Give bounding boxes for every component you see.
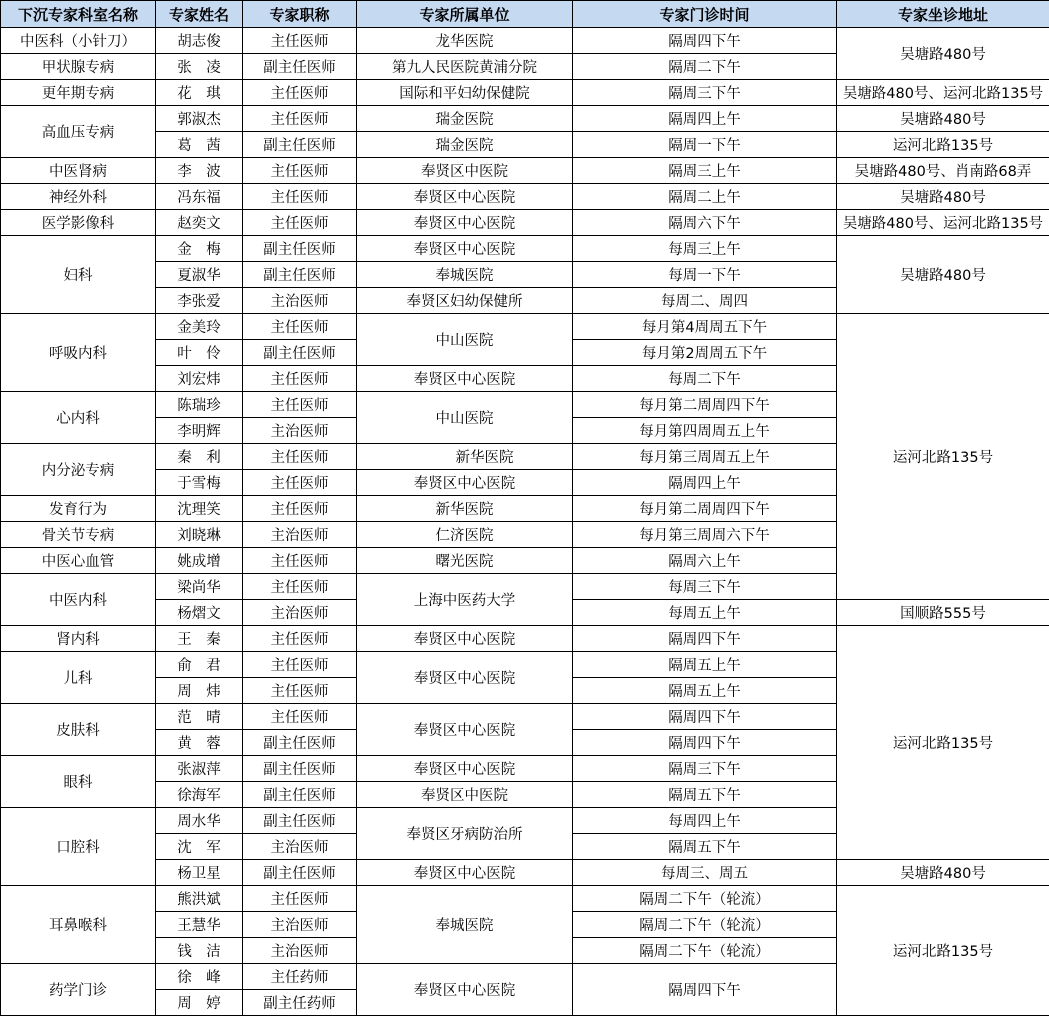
name-cell: 张淑萍 — [156, 756, 243, 782]
title-cell: 主任医师 — [243, 314, 357, 340]
name-cell: 赵奕文 — [156, 210, 243, 236]
time-cell: 每月第2周周五下午 — [573, 340, 837, 366]
unit-cell: 曙光医院 — [357, 548, 573, 574]
title-cell: 主治医师 — [243, 288, 357, 314]
address-cell: 吴塘路480号 — [837, 106, 1049, 132]
table-row — [1, 80, 1049, 106]
title-cell: 主任医师 — [243, 470, 357, 496]
table-row — [1, 626, 1049, 652]
name-cell: 冯东福 — [156, 184, 243, 210]
address-cell: 吴塘路480号、运河北路135号 — [837, 80, 1049, 106]
name-cell: 张 凌 — [156, 54, 243, 80]
name-cell: 周水华 — [156, 808, 243, 834]
dept-cell: 心内科 — [1, 392, 156, 444]
dept-cell: 骨关节专病 — [1, 522, 156, 548]
name-cell: 刘晓琳 — [156, 522, 243, 548]
name-cell: 夏淑华 — [156, 262, 243, 288]
time-cell: 隔周四上午 — [573, 470, 837, 496]
address-cell: 运河北路135号 — [837, 886, 1049, 1016]
dept-cell: 口腔科 — [1, 808, 156, 886]
name-cell: 杨卫星 — [156, 860, 243, 886]
name-cell: 王慧华 — [156, 912, 243, 938]
name-cell: 杨熠文 — [156, 600, 243, 626]
time-cell: 每月第二周周四下午 — [573, 496, 837, 522]
title-cell: 副主任医师 — [243, 262, 357, 288]
unit-cell: 奉贤区妇幼保健所 — [357, 288, 573, 314]
unit-cell: 奉贤区中心医院 — [357, 626, 573, 652]
table-row — [1, 184, 1049, 210]
unit-cell: 瑞金医院 — [357, 106, 573, 132]
name-cell: 周 婷 — [156, 990, 243, 1016]
time-cell: 每月第三周周五上午 — [573, 444, 837, 470]
title-cell: 主任医师 — [243, 652, 357, 678]
time-cell: 每周四上午 — [573, 808, 837, 834]
time-cell: 每月第四周周五上午 — [573, 418, 837, 444]
title-cell: 主治医师 — [243, 522, 357, 548]
title-cell: 副主任医师 — [243, 730, 357, 756]
col-header-title: 专家职称 — [243, 1, 357, 28]
unit-cell: 奉贤区中医院 — [357, 158, 573, 184]
address-cell: 吴塘路480号、肖南路68弄 — [837, 158, 1049, 184]
address-cell: 吴塘路480号、运河北路135号 — [837, 210, 1049, 236]
name-cell: 陈瑞珍 — [156, 392, 243, 418]
dept-cell: 呼吸内科 — [1, 314, 156, 392]
title-cell: 主任医师 — [243, 574, 357, 600]
name-cell: 徐 峰 — [156, 964, 243, 990]
title-cell: 主治医师 — [243, 418, 357, 444]
table-row — [1, 132, 1049, 158]
title-cell: 副主任医师 — [243, 756, 357, 782]
table-row — [1, 236, 1049, 262]
time-cell: 每周二下午 — [573, 366, 837, 392]
title-cell: 副主任医师 — [243, 340, 357, 366]
time-cell: 隔周六下午 — [573, 210, 837, 236]
dept-cell: 发育行为 — [1, 496, 156, 522]
dept-cell: 药学门诊 — [1, 964, 156, 1016]
time-cell: 每周三上午 — [573, 236, 837, 262]
time-cell: 隔周三下午 — [573, 756, 837, 782]
name-cell: 王 秦 — [156, 626, 243, 652]
title-cell: 主任医师 — [243, 366, 357, 392]
unit-cell: 中山医院 — [357, 314, 573, 366]
dept-cell: 妇科 — [1, 236, 156, 314]
name-cell: 钱 洁 — [156, 938, 243, 964]
unit-cell: 奉贤区中心医院 — [357, 964, 573, 1016]
title-cell: 副主任医师 — [243, 860, 357, 886]
title-cell: 主任医师 — [243, 184, 357, 210]
table-row — [1, 158, 1049, 184]
name-cell: 于雪梅 — [156, 470, 243, 496]
name-cell: 金 梅 — [156, 236, 243, 262]
name-cell: 范 晴 — [156, 704, 243, 730]
title-cell: 主任医师 — [243, 678, 357, 704]
time-cell: 隔周二下午（轮流） — [573, 912, 837, 938]
dept-cell: 眼科 — [1, 756, 156, 808]
unit-cell: 奉贤区中心医院 — [357, 470, 573, 496]
time-cell: 隔周五下午 — [573, 782, 837, 808]
unit-cell: 龙华医院 — [357, 28, 573, 54]
table-row — [1, 28, 1049, 54]
name-cell: 俞 君 — [156, 652, 243, 678]
name-cell: 黄 蓉 — [156, 730, 243, 756]
dept-cell: 肾内科 — [1, 626, 156, 652]
unit-cell: 国际和平妇幼保健院 — [357, 80, 573, 106]
name-cell: 李 波 — [156, 158, 243, 184]
address-cell: 运河北路135号 — [837, 626, 1049, 860]
address-cell: 吴塘路480号 — [837, 28, 1049, 80]
address-cell: 吴塘路480号 — [837, 184, 1049, 210]
title-cell: 副主任医师 — [243, 54, 357, 80]
time-cell: 隔周四下午 — [573, 626, 837, 652]
table-row — [1, 106, 1049, 132]
time-cell: 隔周五下午 — [573, 834, 837, 860]
unit-cell: 新华医院 — [357, 444, 573, 470]
dept-cell: 医学影像科 — [1, 210, 156, 236]
title-cell: 主任医师 — [243, 704, 357, 730]
title-cell: 主任医师 — [243, 28, 357, 54]
time-cell: 每月第三周周六下午 — [573, 522, 837, 548]
dept-cell: 中医科（小针刀） — [1, 28, 156, 54]
dept-cell: 中医内科 — [1, 574, 156, 626]
name-cell: 刘宏炜 — [156, 366, 243, 392]
name-cell: 梁尚华 — [156, 574, 243, 600]
title-cell: 主治医师 — [243, 912, 357, 938]
time-cell: 每周三、周五 — [573, 860, 837, 886]
time-cell: 隔周五上午 — [573, 678, 837, 704]
time-cell: 隔周二下午 — [573, 54, 837, 80]
table-row — [1, 210, 1049, 236]
address-cell: 吴塘路480号 — [837, 860, 1049, 886]
unit-cell: 奉贤区中心医院 — [357, 756, 573, 782]
table-row — [1, 860, 1049, 886]
time-cell: 隔周二下午（轮流） — [573, 886, 837, 912]
name-cell: 姚成增 — [156, 548, 243, 574]
col-header-name: 专家姓名 — [156, 1, 243, 28]
dept-cell: 儿科 — [1, 652, 156, 704]
time-cell: 隔周五上午 — [573, 652, 837, 678]
title-cell: 主任医师 — [243, 548, 357, 574]
title-cell: 主任药师 — [243, 964, 357, 990]
name-cell: 葛 茜 — [156, 132, 243, 158]
name-cell: 胡志俊 — [156, 28, 243, 54]
table-row — [1, 314, 1049, 340]
dept-cell: 神经外科 — [1, 184, 156, 210]
title-cell: 主任医师 — [243, 210, 357, 236]
dept-cell: 更年期专病 — [1, 80, 156, 106]
dept-cell: 内分泌专病 — [1, 444, 156, 496]
col-header-address: 专家坐诊地址 — [837, 1, 1049, 28]
title-cell: 副主任医师 — [243, 236, 357, 262]
title-cell: 主治医师 — [243, 834, 357, 860]
name-cell: 熊洪斌 — [156, 886, 243, 912]
time-cell: 每周二、周四 — [573, 288, 837, 314]
title-cell: 主任医师 — [243, 626, 357, 652]
unit-cell: 奉贤区中心医院 — [357, 210, 573, 236]
name-cell: 秦 利 — [156, 444, 243, 470]
title-cell: 主任医师 — [243, 106, 357, 132]
title-cell: 主任医师 — [243, 496, 357, 522]
title-cell: 主任医师 — [243, 158, 357, 184]
time-cell: 每月第二周周四下午 — [573, 392, 837, 418]
unit-cell: 奉贤区中心医院 — [357, 704, 573, 756]
title-cell: 副主任医师 — [243, 808, 357, 834]
address-cell: 吴塘路480号 — [837, 236, 1049, 314]
unit-cell: 上海中医药大学 — [357, 574, 573, 626]
unit-cell: 奉贤区中心医院 — [357, 366, 573, 392]
col-header-dept: 下沉专家科室名称 — [1, 1, 156, 28]
time-cell: 隔周四下午 — [573, 704, 837, 730]
title-cell: 副主任医师 — [243, 782, 357, 808]
title-cell: 主任医师 — [243, 444, 357, 470]
time-cell: 隔周一下午 — [573, 132, 837, 158]
time-cell: 隔周四下午 — [573, 28, 837, 54]
name-cell: 花 琪 — [156, 80, 243, 106]
name-cell: 郭淑杰 — [156, 106, 243, 132]
dept-cell: 耳鼻喉科 — [1, 886, 156, 964]
header-row — [1, 1, 1049, 28]
title-cell: 主任医师 — [243, 392, 357, 418]
dept-cell: 中医肾病 — [1, 158, 156, 184]
name-cell: 叶 伶 — [156, 340, 243, 366]
unit-cell: 奉贤区牙病防治所 — [357, 808, 573, 860]
time-cell: 隔周四上午 — [573, 106, 837, 132]
unit-cell: 新华医院 — [357, 496, 573, 522]
address-cell: 国顺路555号 — [837, 600, 1049, 626]
title-cell: 主治医师 — [243, 938, 357, 964]
unit-cell: 奉贤区中医院 — [357, 782, 573, 808]
title-cell: 主治医师 — [243, 600, 357, 626]
title-cell: 主任医师 — [243, 80, 357, 106]
time-cell: 每周一下午 — [573, 262, 837, 288]
unit-cell: 奉贤区中心医院 — [357, 652, 573, 704]
name-cell: 李张爱 — [156, 288, 243, 314]
title-cell: 副主任医师 — [243, 132, 357, 158]
time-cell: 隔周二上午 — [573, 184, 837, 210]
unit-cell: 奉贤区中心医院 — [357, 236, 573, 262]
dept-cell: 高血压专病 — [1, 106, 156, 158]
col-header-unit: 专家所属单位 — [357, 1, 573, 28]
name-cell: 金美玲 — [156, 314, 243, 340]
title-cell: 副主任药师 — [243, 990, 357, 1016]
time-cell: 隔周六上午 — [573, 548, 837, 574]
address-cell: 运河北路135号 — [837, 132, 1049, 158]
time-cell: 每周五上午 — [573, 600, 837, 626]
time-cell: 隔周三下午 — [573, 80, 837, 106]
address-cell: 运河北路135号 — [837, 314, 1049, 600]
time-cell: 隔周二下午（轮流） — [573, 938, 837, 964]
unit-cell: 第九人民医院黄浦分院 — [357, 54, 573, 80]
unit-cell: 仁济医院 — [357, 522, 573, 548]
title-cell: 主任医师 — [243, 886, 357, 912]
unit-cell: 瑞金医院 — [357, 132, 573, 158]
unit-cell: 奉贤区中心医院 — [357, 860, 573, 886]
time-cell: 每月第4周周五下午 — [573, 314, 837, 340]
name-cell: 徐海军 — [156, 782, 243, 808]
dept-cell: 甲状腺专病 — [1, 54, 156, 80]
unit-cell: 奉城医院 — [357, 262, 573, 288]
time-cell: 隔周三上午 — [573, 158, 837, 184]
unit-cell: 奉城医院 — [357, 886, 573, 964]
time-cell: 隔周四下午 — [573, 964, 837, 1016]
time-cell: 隔周四下午 — [573, 730, 837, 756]
name-cell: 沈 军 — [156, 834, 243, 860]
table-row — [1, 886, 1049, 912]
dept-cell: 中医心血管 — [1, 548, 156, 574]
name-cell: 李明辉 — [156, 418, 243, 444]
time-cell: 每周三下午 — [573, 574, 837, 600]
dept-cell: 皮肤科 — [1, 704, 156, 756]
col-header-time: 专家门诊时间 — [573, 1, 837, 28]
name-cell: 沈理笑 — [156, 496, 243, 522]
unit-cell: 奉贤区中心医院 — [357, 184, 573, 210]
unit-cell: 中山医院 — [357, 392, 573, 444]
name-cell: 周 炜 — [156, 678, 243, 704]
